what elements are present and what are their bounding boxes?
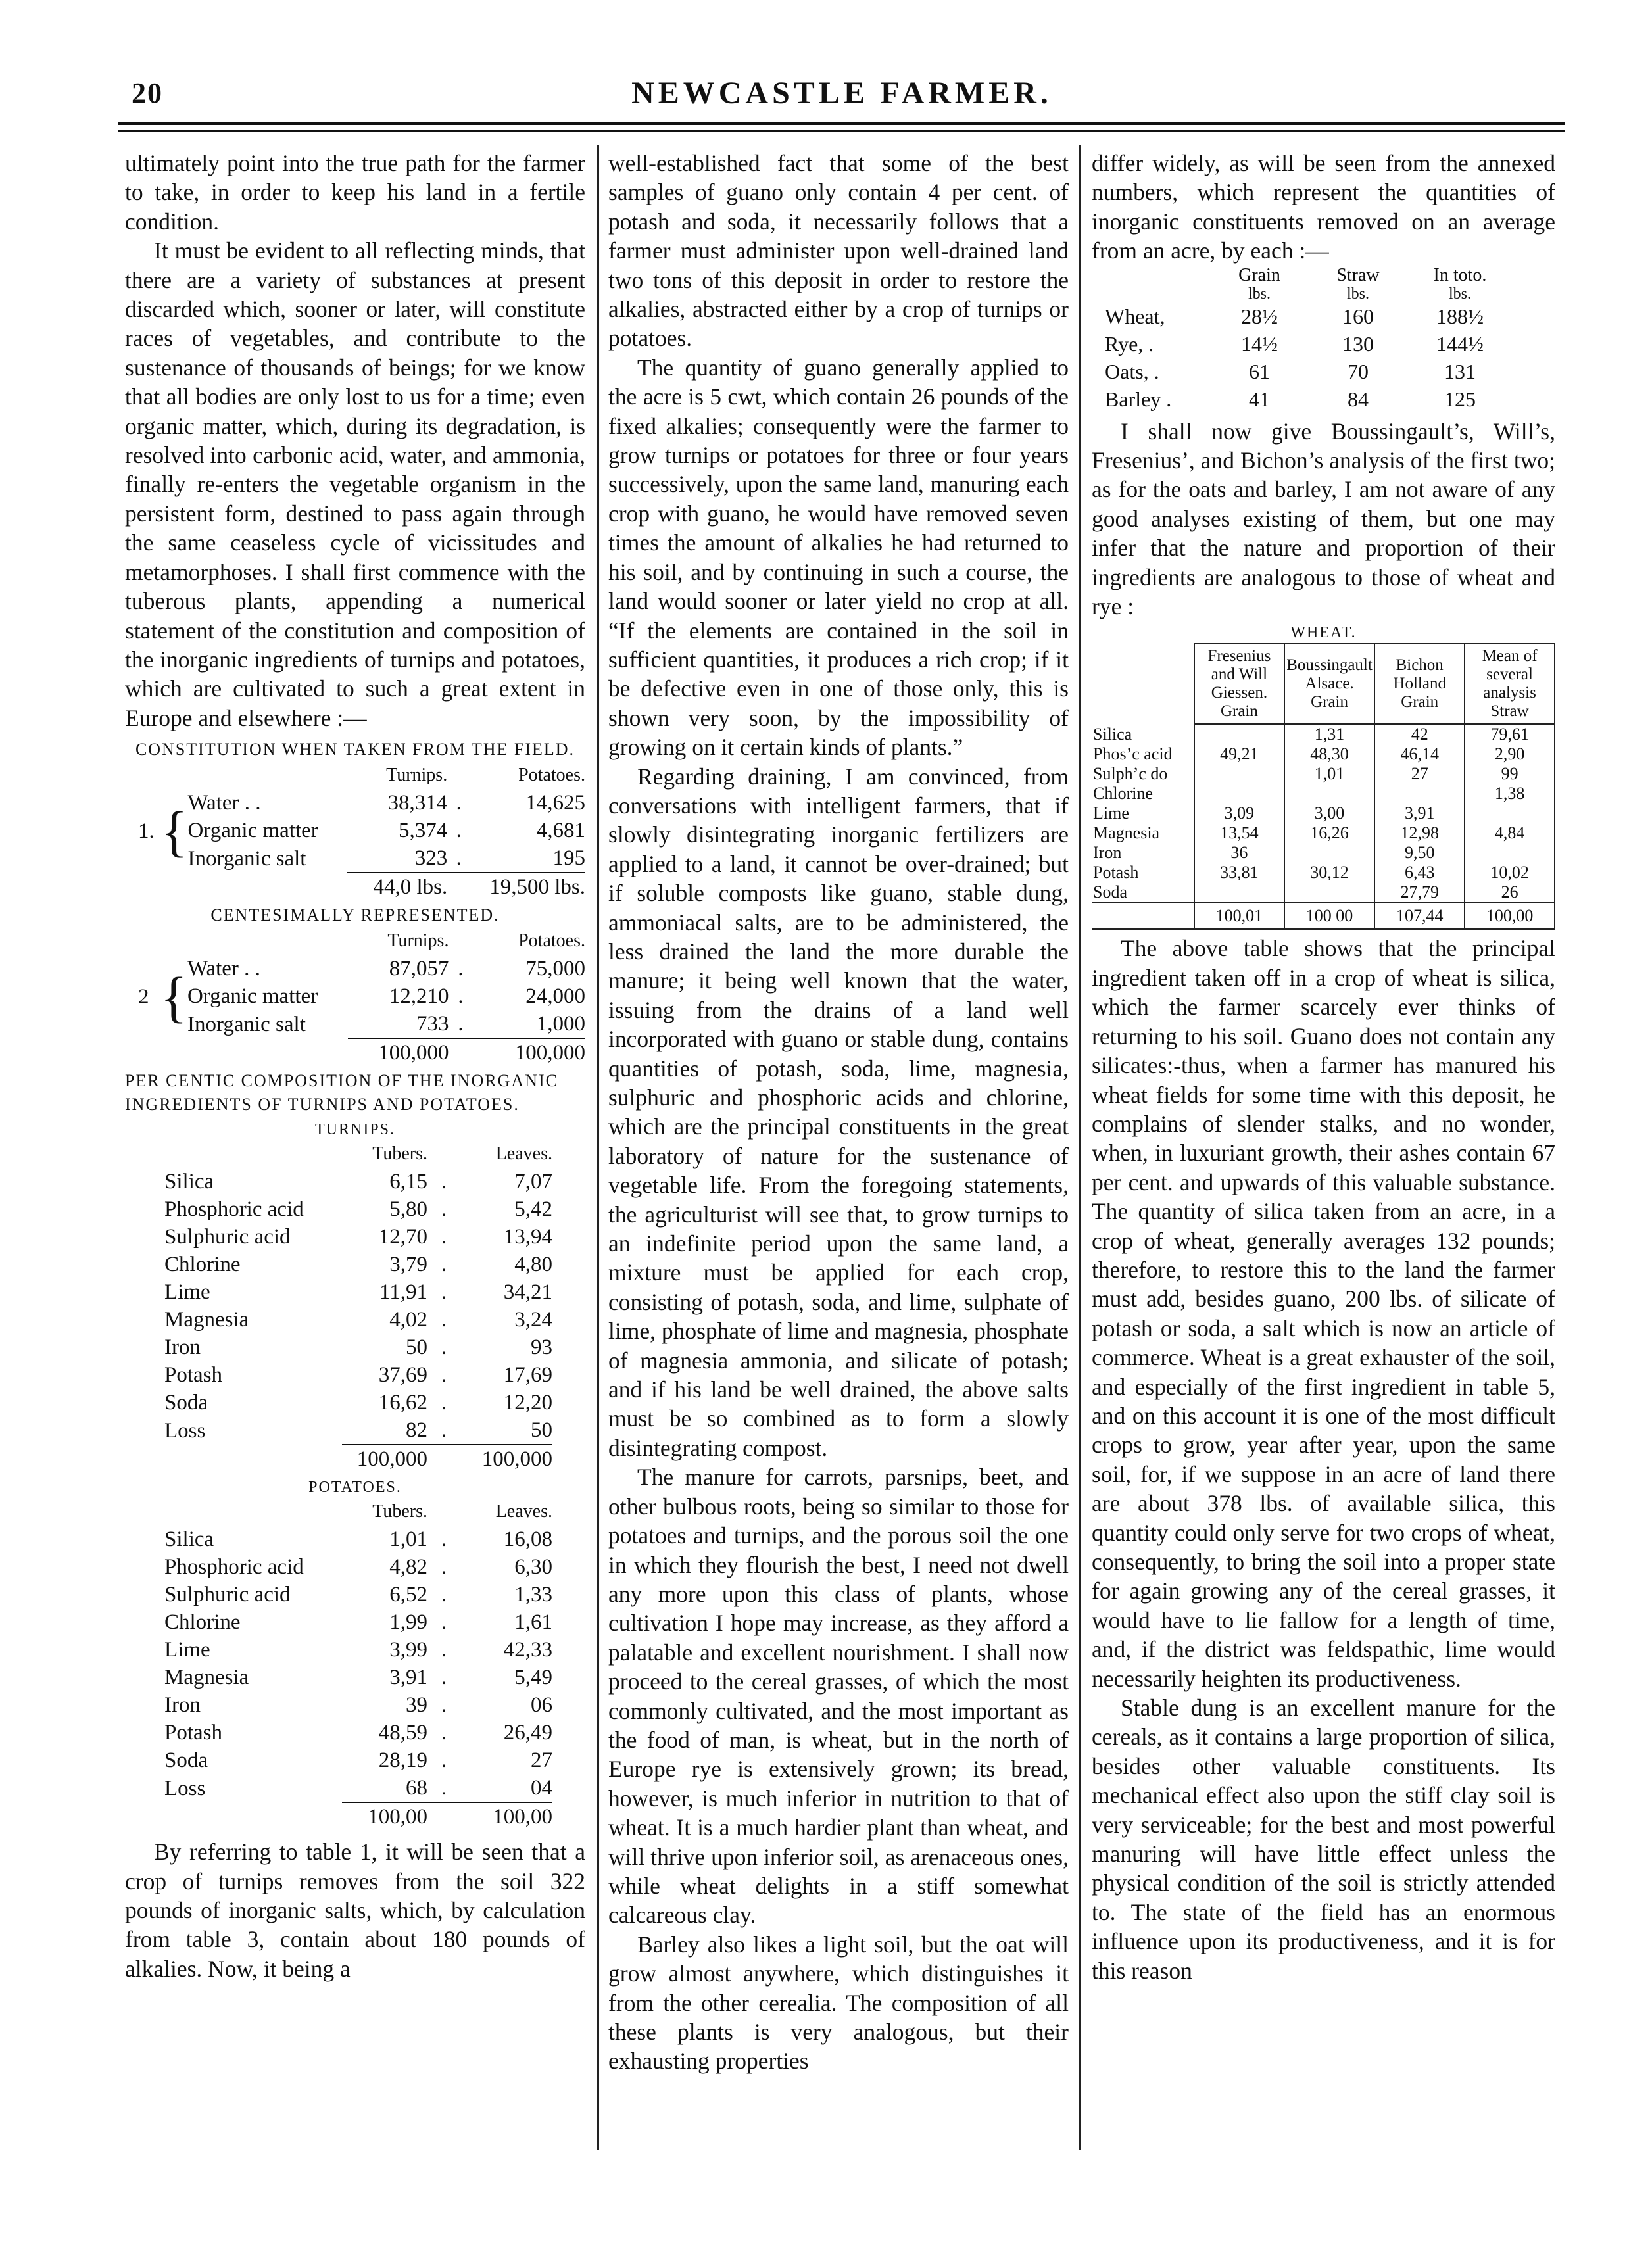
row-label: Sulphuric acid: [164, 1225, 291, 1249]
table-row: [164, 1719, 552, 1746]
cell: 4,84: [1465, 823, 1555, 843]
cell: 3,91: [389, 1666, 427, 1690]
table-row: [164, 1361, 552, 1389]
cell: 06: [531, 1693, 552, 1718]
cell: 1,01: [389, 1528, 427, 1552]
column-header: Grain: [1238, 264, 1280, 285]
paragraph: The manure for carrots, parsnips, beet, and other bulbous roots, being so similar to those for potatoes and turnips, and the porous soil the one in which they flourish the best, I need not dwell any more upon this class of plants, whose cultivation I hope may increase, as they afford a palatable and excellent nourishment. I shall now proceed to the cereal grasses, of which the most commonly cultivated, and the most important as the food of man, is wheat, but in the north of Europe rye is extensively grown; its bread, however, is much inferior in nutrition to that of wheat. It is a much hardier plant than wheat, and will thrive upon inferior soil, as arenaceous ones, while wheat delights in a stiff somewhat calcareous clay.: [608, 1464, 1069, 1929]
table-row: [164, 1774, 552, 1802]
cell: 48,30: [1284, 744, 1374, 764]
cell: 26,49: [503, 1721, 552, 1745]
row-label: Wheat,: [1105, 304, 1165, 328]
cell: 27,79: [1374, 882, 1465, 903]
table-row: [164, 1553, 552, 1581]
brace: {: [160, 965, 187, 1028]
row-label: Phosphoric acid: [164, 1555, 304, 1579]
cell: 68: [406, 1776, 427, 1800]
total: 44,0 lbs.: [347, 873, 448, 901]
table-row: [164, 1223, 552, 1251]
total: 100,000: [473, 1038, 585, 1067]
row-label: Phosphoric acid: [164, 1197, 304, 1222]
column-header: Turnips.: [387, 930, 449, 951]
separator-dot: .: [441, 1555, 447, 1579]
cell: 75,000: [525, 957, 585, 981]
table-row: [1092, 724, 1555, 744]
row-label: Organic matter: [187, 819, 318, 843]
table-row: [164, 1389, 552, 1416]
row-label: Inorganic salt: [187, 846, 306, 871]
table-row: [1092, 804, 1555, 823]
total: 100 00: [1284, 903, 1374, 929]
separator-dot: .: [441, 1225, 447, 1249]
cell: 82: [406, 1418, 427, 1443]
table-row: [164, 1608, 552, 1636]
table-row: [1092, 882, 1555, 903]
row-label: Lime: [1092, 804, 1194, 823]
cell: 3,00: [1284, 804, 1374, 823]
total: 100,01: [1194, 903, 1284, 929]
cell: 14½: [1241, 331, 1278, 356]
cell: 16,08: [503, 1528, 552, 1552]
table-wheat-analysis: [1092, 643, 1555, 930]
cell: 37,69: [378, 1363, 427, 1387]
cell: 87,057: [389, 957, 449, 981]
table-row: [164, 1168, 552, 1195]
cell: 16,26: [1284, 823, 1374, 843]
cell: 30,12: [1284, 863, 1374, 882]
separator-dot: .: [441, 1363, 447, 1387]
cell: 61: [1249, 359, 1270, 383]
cell: 42,33: [503, 1638, 552, 1662]
cell: 6,52: [389, 1583, 427, 1607]
column-header: Tubers.: [372, 1501, 427, 1522]
table-constitution: Turnips. Potatoes. 1. { Water . . 38,314 . 14,625 Organic matter 5,374 . 4,681 Inorganic salt 323 . 195 44,0 lbs. 19,500 lbs.: [138, 761, 585, 901]
separator-dot: .: [441, 1418, 447, 1443]
table-row: [1092, 764, 1555, 784]
row-label: Phos’c acid: [1092, 744, 1194, 764]
row-label: Chlorine: [1092, 784, 1194, 804]
cell: [1194, 764, 1284, 784]
cell: [1465, 804, 1555, 823]
cell: 13,94: [503, 1225, 552, 1249]
table-row: [164, 1636, 552, 1664]
cell: 50: [406, 1336, 427, 1360]
cell: 5,49: [514, 1666, 552, 1690]
table-row: [1105, 302, 1513, 330]
separator-dot: .: [441, 1583, 447, 1607]
cell: 6,43: [1374, 863, 1465, 882]
cell: 4,02: [389, 1308, 427, 1332]
row-label: Sulph’c do: [1092, 764, 1194, 784]
brace: {: [160, 799, 188, 863]
paragraph: It must be evident to all reflecting minds, that there are a variety of substances at present discarded which, sooner or later, will constitute races of vegetables, and contribute to the sustenance of thousands of beings; for we know that all bodies are only lost to us for a time; even organic matter, which, during its degradation, is resolved into carbonic acid, water, and ammonia, finally re-enters the vegetable organism in the persistent form, destined to pass again through the same ceaseless cycle of vicissitudes and metamorphoses. I shall first commence with the tuberous plants, appending a numerical statement of the constitution and composition of the inorganic ingredients of turnips and potatoes, which are cultivated to such a great extent in Europe and elsewhere :—: [125, 237, 585, 731]
row-label: Water . .: [187, 791, 261, 815]
cell: 39: [406, 1693, 427, 1718]
cell: 733: [416, 1012, 449, 1036]
cell: 99: [1465, 764, 1555, 784]
cell: 3,24: [514, 1308, 552, 1332]
cell: 3,91: [1374, 804, 1465, 823]
separator-dot: .: [441, 1170, 447, 1194]
cell: 144½: [1436, 331, 1484, 356]
row-label: Loss: [164, 1418, 206, 1443]
cell: 130: [1342, 331, 1374, 356]
cell: 84: [1348, 387, 1369, 411]
column-header: Leaves.: [495, 1501, 552, 1522]
cell: 93: [531, 1336, 552, 1360]
table-heading: CENTESIMALLY REPRESENTED.: [210, 905, 500, 925]
cell: 33,81: [1194, 863, 1284, 882]
cell: 79,61: [1465, 724, 1555, 744]
row-label: Chlorine: [164, 1253, 241, 1277]
cell: 11,91: [379, 1280, 427, 1305]
separator-dot: .: [441, 1666, 447, 1690]
table-row: [1092, 784, 1555, 804]
table-yield: [1105, 266, 1513, 413]
row-label: Iron: [164, 1336, 201, 1360]
paragraph: differ widely, as will be seen from the annexed numbers, which represent the quantities of inorganic constituents removed on an average from an acre, by each :—: [1092, 150, 1555, 264]
paragraph: Barley also likes a light soil, but the oat will grow almost anywhere, which distinguishes it from the other cerealia. The composition of all these plants is very analogous, but their exhausting properties: [608, 1931, 1069, 2075]
header-rule: [118, 122, 1565, 125]
cell: 3,99: [389, 1638, 427, 1662]
total: 100,00: [342, 1802, 427, 1831]
row-label: Barley .: [1105, 387, 1172, 411]
cell: 17,69: [503, 1363, 552, 1387]
cell: 125: [1444, 387, 1476, 411]
cell: 9,50: [1374, 843, 1465, 863]
separator-dot: .: [441, 1280, 447, 1305]
cell: 188½: [1436, 304, 1484, 328]
row-label: Rye, .: [1105, 331, 1154, 356]
total: 100,000: [342, 1445, 427, 1473]
table-row: [1105, 358, 1513, 385]
separator-dot: .: [441, 1748, 447, 1773]
table-subheading: POTATOES.: [308, 1479, 402, 1497]
row-label: Sulphuric acid: [164, 1583, 291, 1607]
column-header: Straw: [1336, 264, 1380, 285]
column-divider: [597, 145, 599, 2150]
row-label: Organic matter: [187, 984, 318, 1009]
table-row: [1092, 744, 1555, 764]
total: 107,44: [1374, 903, 1465, 929]
cell: 12,98: [1374, 823, 1465, 843]
column-2: [608, 149, 1069, 2076]
table-row: [1092, 863, 1555, 882]
cell: 5,80: [389, 1197, 427, 1222]
cell: 1,99: [389, 1610, 427, 1635]
cell: 28,19: [378, 1748, 427, 1773]
row-label: Loss: [164, 1776, 206, 1800]
cell: 10,02: [1465, 863, 1555, 882]
cell: 2,90: [1465, 744, 1555, 764]
cell: 323: [414, 846, 448, 871]
column-unit: lbs.: [1248, 285, 1271, 302]
paragraph: well-established fact that some of the best samples of guano only contain 4 per cent. of potash and soda, it necessarily follows that a farmer must administer upon well-drained land two tons of this deposit in order to restore the alkalies, abstracted either by a crop of turnips or potatoes.: [608, 150, 1069, 352]
column-header: Tubers.: [372, 1144, 427, 1165]
cell: 3,79: [389, 1253, 427, 1277]
page-header: [118, 20, 1565, 118]
separator-dot: .: [441, 1638, 447, 1662]
cell: 13,54: [1194, 823, 1284, 843]
row-label: Potash: [164, 1721, 223, 1745]
cell: 5,374: [398, 819, 448, 843]
cell: 160: [1342, 304, 1374, 328]
separator-dot: .: [441, 1610, 447, 1635]
cell: 27: [1374, 764, 1465, 784]
row-label: Inorganic salt: [187, 1012, 306, 1036]
separator-dot: .: [441, 1336, 447, 1360]
cell: [1284, 784, 1374, 804]
column-unit: lbs.: [1448, 285, 1471, 302]
cell: 14,625: [525, 791, 585, 815]
table-row: [1105, 330, 1513, 358]
cell: 16,62: [378, 1391, 427, 1415]
separator-dot: .: [441, 1721, 447, 1745]
paragraph: The above table shows that the principal ingredient taken off in a crop of wheat is silica, which the farmer scarcely ever thinks of returning to his soil. Guano does not contain any silicates:-thus, when a farmer has manured his wheat fields for some time with this deposit, he complains of slender stalks, and no wonder, when, in luxuriant growth, their ashes contain 67 per cent. and upwards of this valuable substance. The quantity of silica taken from an acre, in a crop of wheat, generally averages 132 pounds; therefore, to restore this to the land the farmer must add, besides guano, 200 lbs. of silicate of potash or soda, a salt which is now an article of commerce. Wheat is a great exhauster of the soil, and especially of the first ingredient in table 5, and on this account it is one of the most difficult crops to grow, year after year, upon the same soil, for, if we suppose in an acre of land there are about 378 lbs. of available silica, this quantity could only serve for two crops of wheat, consequently, to bring the soil into a proper state for again growing any of the cereal grasses, it would have to lie fallow for a length of time, and, if the district was feldspathic, lime would necessarily heighten its productiveness.: [1092, 935, 1555, 1692]
column-header: Boussingault Alsace. Grain: [1284, 644, 1374, 724]
cell: [1194, 784, 1284, 804]
column-3: [1092, 149, 1555, 1985]
paragraph: I shall now give Boussingault’s, Will’s, Fresenius’, and Bichon’s analysis of the first two; as for the oats and barley, I am not aware of any good analyses existing of them, but one may infer that the nature and proportion of their ingredients are analogous to those of wheat and rye :: [1092, 418, 1555, 620]
cell: 27: [531, 1748, 552, 1773]
cell: 12,210: [389, 984, 449, 1009]
row-label: Magnesia: [164, 1666, 249, 1690]
row-label: Soda: [1092, 882, 1194, 903]
cell: 50: [531, 1418, 552, 1443]
table-number: 1.: [138, 819, 155, 843]
row-label: Lime: [164, 1280, 210, 1305]
total: 19,500 lbs.: [470, 873, 585, 901]
separator-dot: .: [441, 1308, 447, 1332]
table-row: [164, 1416, 552, 1445]
row-label: Iron: [1092, 843, 1194, 863]
header-rule-thin: [118, 130, 1565, 132]
row-label: Iron: [164, 1693, 201, 1718]
table-row: [1105, 385, 1513, 413]
column-header: Bichon Holland Grain: [1374, 644, 1465, 724]
page-number: 20: [132, 77, 163, 109]
total: 100,00: [1465, 903, 1555, 929]
cell: 1,01: [1284, 764, 1374, 784]
cell: 24,000: [525, 984, 585, 1009]
table-number: 2: [138, 984, 149, 1009]
row-label: Potash: [1092, 863, 1194, 882]
row-label: Potash: [164, 1363, 223, 1387]
cell: 46,14: [1374, 744, 1465, 764]
separator-dot: .: [441, 1776, 447, 1800]
cell: 26: [1465, 882, 1555, 903]
cell: 6,15: [389, 1170, 427, 1194]
cell: [1194, 724, 1284, 744]
separator-dot: .: [441, 1528, 447, 1552]
table-row: [164, 1251, 552, 1278]
column-1: [125, 149, 585, 1983]
cell: 28½: [1241, 304, 1278, 328]
table-heading: CONSTITUTION WHEN TAKEN FROM THE FIELD.: [135, 740, 575, 759]
cell: 1,31: [1284, 724, 1374, 744]
cell: 3,09: [1194, 804, 1284, 823]
table-row: [164, 1278, 552, 1306]
cell: [1284, 882, 1374, 903]
column-divider: [1079, 145, 1081, 2150]
table-row: [164, 1691, 552, 1719]
cell: 7,07: [514, 1170, 552, 1194]
column-header: Potatoes.: [518, 765, 585, 786]
paragraph: The quantity of guano generally applied to the acre is 5 cwt, which contain 26 pounds of the fixed alkalies; consequently were the farmer to grow turnips or potatoes for three or four years successively, upon the same land, manuring each crop with guano, he would have removed seven times the amount of alkalies he had returned to his soil, and by continuing in such a course, the land would sooner or later yield no crop at all. “If the elements are contained in the soil in sufficient quantities, it produces a rich crop; if it be defective even in one of those only, this is shown very soon, by the impossibility of growing on it certain kinds of plants.”: [608, 354, 1069, 761]
cell: [1374, 784, 1465, 804]
row-label: Silica: [164, 1528, 214, 1552]
row-label: Silica: [164, 1170, 214, 1194]
table-row: [164, 1334, 552, 1361]
cell: 49,21: [1194, 744, 1284, 764]
row-label: Silica: [1092, 724, 1194, 744]
row-label: Lime: [164, 1638, 210, 1662]
column-header: In toto.: [1433, 264, 1487, 285]
column-header: Fresenius and Will Giessen. Grain: [1194, 644, 1284, 724]
table-centesimal: Turnips. Potatoes. 2 { Water . . 87,057 . 75,000 Organic matter 12,210 . 24,000 Inorganic salt 733 . 1,000 100,000 100,000: [138, 927, 585, 1067]
cell: [1284, 843, 1374, 863]
paragraph: ultimately point into the true path for the farmer to take, in order to keep his land in a fertile condition.: [125, 150, 585, 235]
cell: 48,59: [378, 1721, 427, 1745]
total: 100,000: [460, 1445, 552, 1473]
cell: 4,82: [389, 1555, 427, 1579]
cell: 36: [1194, 843, 1284, 863]
cell: 70: [1348, 359, 1369, 383]
cell: 195: [552, 846, 585, 871]
row-label: Magnesia: [164, 1308, 249, 1332]
cell: 1,61: [514, 1610, 552, 1635]
table-turnips-composition: [164, 1140, 552, 1473]
row-label: Soda: [164, 1391, 208, 1415]
table-row: [164, 1526, 552, 1553]
column-header: Potatoes.: [518, 930, 585, 951]
column-header: Turnips.: [386, 765, 448, 786]
cell: 04: [531, 1776, 552, 1800]
table-row: [164, 1195, 552, 1223]
separator-dot: .: [441, 1197, 447, 1222]
cell: 6,30: [514, 1555, 552, 1579]
row-label: Chlorine: [164, 1610, 241, 1635]
page-title: NEWCASTLE FARMER.: [631, 76, 1052, 110]
paragraph: Stable dung is an excellent manure for the cereals, as it contains a large proportion of silica, besides other valuable constituents. Its mechanical effect also upon the stiff clay soil is very serviceable; for the best and most powerful manuring will have little effect unless the physical condition of the soil is strictly attended to. The state of the field has an enormous influence upon its productiveness, and it is for this reason: [1092, 1695, 1555, 1984]
table-row: [164, 1306, 552, 1334]
row-label: Magnesia: [1092, 823, 1194, 843]
paragraph: By referring to table 1, it will be seen that a crop of turnips removes from the soil 322 pounds of inorganic salts, which, by calculation from table 3, contain about 180 pounds of alkalies. Now, it being a: [125, 1839, 585, 1982]
total: 100,00: [460, 1802, 552, 1831]
column-header: Leaves.: [495, 1144, 552, 1165]
cell: 42: [1374, 724, 1465, 744]
table-row: [164, 1581, 552, 1608]
table-subheading: TURNIPS.: [314, 1121, 396, 1139]
cell: [1194, 882, 1284, 903]
cell: 12,70: [378, 1225, 427, 1249]
cell: 1,000: [536, 1012, 585, 1036]
row-label: Oats, .: [1105, 359, 1159, 383]
cell: 4,80: [514, 1253, 552, 1277]
cell: 1,33: [514, 1583, 552, 1607]
separator-dot: .: [441, 1253, 447, 1277]
table-row: [164, 1746, 552, 1774]
paragraph: Regarding draining, I am convinced, from conversations with intelligent farmers, that if slowly disintegrating inorganic fertilizers are applied to a land, it cannot be over-drained; but if soluble composts like guano, stable dung, ammoniacal salts, are to be administered, the less drained the land the more durable the manure; it being well known that the water, issuing from the drains of a land well incorporated with guano or stable dung, contains quantities of potash, soda, lime, magnesia, sulphuric and phosphoric acids and chlorine, which are the principal constituents in the great laboratory of nature for the sustenance of vegetable life. From the foregoing statements, the agriculturist will see that, to grow turnips to an indefinite period upon the same land, a mixture must be applied for each crop, consisting of potash, soda, and lime, sulphate of lime, phosphate of lime and magnesia, phosphate of magnesia ammonia, and silicate of potash; and if his land be well drained, the above salts must be so combined as to form a slowly disintegrating compost.: [608, 763, 1069, 1461]
table-potatoes-composition: [164, 1498, 552, 1831]
row-label: Soda: [164, 1748, 208, 1773]
separator-dot: .: [441, 1693, 447, 1718]
cell: 1,38: [1465, 784, 1555, 804]
cell: 12,20: [503, 1391, 552, 1415]
row-label: Water . .: [187, 957, 260, 981]
column-unit: lbs.: [1346, 285, 1369, 302]
cell: 131: [1444, 359, 1476, 383]
separator-dot: .: [441, 1391, 447, 1415]
cell: 38,314: [387, 791, 448, 815]
cell: 4,681: [536, 819, 585, 843]
table-row: [1092, 823, 1555, 843]
total: 100,000: [348, 1038, 449, 1067]
table-heading: PER CENTIC COMPOSITION OF THE INORGANIC INGREDIENTS OF TURNIPS AND POTATOES.: [125, 1071, 558, 1115]
cell: 41: [1249, 387, 1270, 411]
cell: 34,21: [503, 1280, 552, 1305]
table-row: [164, 1664, 552, 1691]
table-heading: WHEAT.: [1290, 624, 1357, 642]
table-row: [1092, 843, 1555, 863]
cell: [1465, 843, 1555, 863]
cell: 5,42: [514, 1197, 552, 1222]
column-header: Mean of several analysis Straw: [1465, 644, 1555, 724]
